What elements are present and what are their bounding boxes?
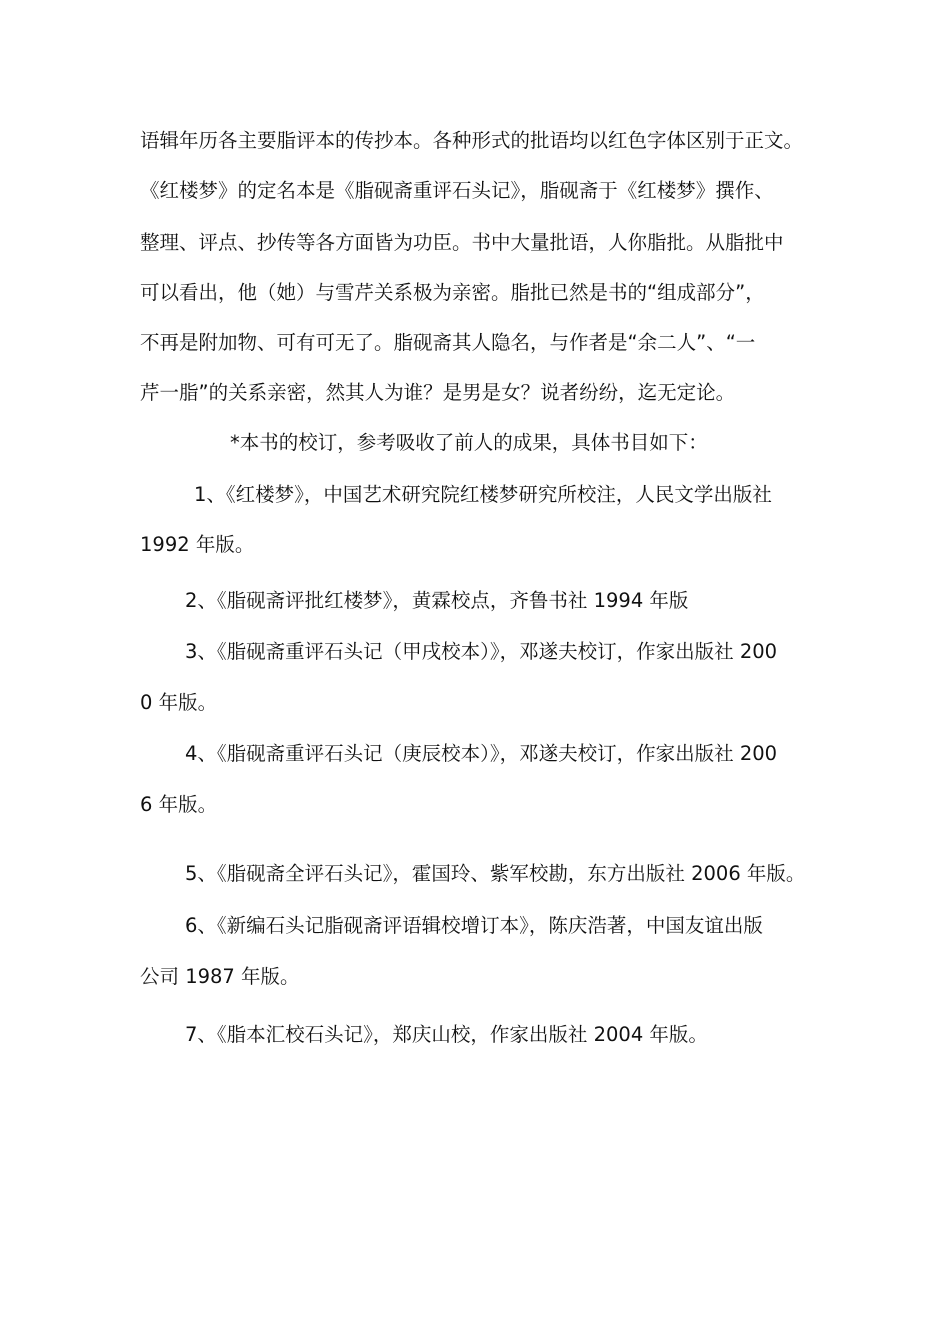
reference-item: 1、《红楼梦》，中国艺术研究院红楼梦研究所校注，人民文学出版社 xyxy=(194,483,772,506)
note-heading: *本书的校订，参考吸收了前人的成果，具体书目如下： xyxy=(230,431,708,454)
intro-line: 语辑年历各主要脂评本的传抄本。各种形式的批语均以红色字体区别于正文。 xyxy=(140,129,804,152)
reference-item: 6、《新编石头记脂砚斋评语辑校增订本》，陈庆浩著，中国友谊出版 xyxy=(185,914,763,937)
intro-line: 芹一脂”的关系亲密，然其人为谁？是男是女？说者纷纷，迄无定论。 xyxy=(140,381,736,404)
intro-line: 可以看出，他（她）与雪芹关系极为亲密。脂批已然是书的“组成部分”， xyxy=(140,281,765,304)
intro-line: 不再是附加物、可有可无了。脂砚斋其人隐名，与作者是“余二人”、“一 xyxy=(140,331,756,354)
reference-item-continuation: 0 年版。 xyxy=(140,691,218,714)
reference-item: 7、《脂本汇校石头记》，郑庆山校，作家出版社 2004 年版。 xyxy=(185,1023,708,1046)
reference-item-continuation: 6 年版。 xyxy=(140,793,218,816)
reference-item-continuation: 1992 年版。 xyxy=(140,533,255,556)
intro-line: 整理、评点、抄传等各方面皆为功臣。书中大量批语，人你脂批。从脂批中 xyxy=(140,231,784,254)
reference-item-continuation: 公司 1987 年版。 xyxy=(140,965,300,988)
reference-item: 4、《脂砚斋重评石头记（庚辰校本）》，邓遂夫校订，作家出版社 200 xyxy=(185,742,778,765)
reference-item: 2、《脂砚斋评批红楼梦》，黄霖校点，齐鲁书社 1994 年版 xyxy=(185,589,689,612)
reference-item: 5、《脂砚斋全评石头记》，霍国玲、紫军校勘，东方出版社 2006 年版。 xyxy=(185,862,806,885)
intro-line: 《红楼梦》的定名本是《脂砚斋重评石头记》，脂砚斋于《红楼梦》撰作、 xyxy=(140,179,774,202)
reference-item: 3、《脂砚斋重评石头记（甲戌校本）》，邓遂夫校订，作家出版社 200 xyxy=(185,640,778,663)
